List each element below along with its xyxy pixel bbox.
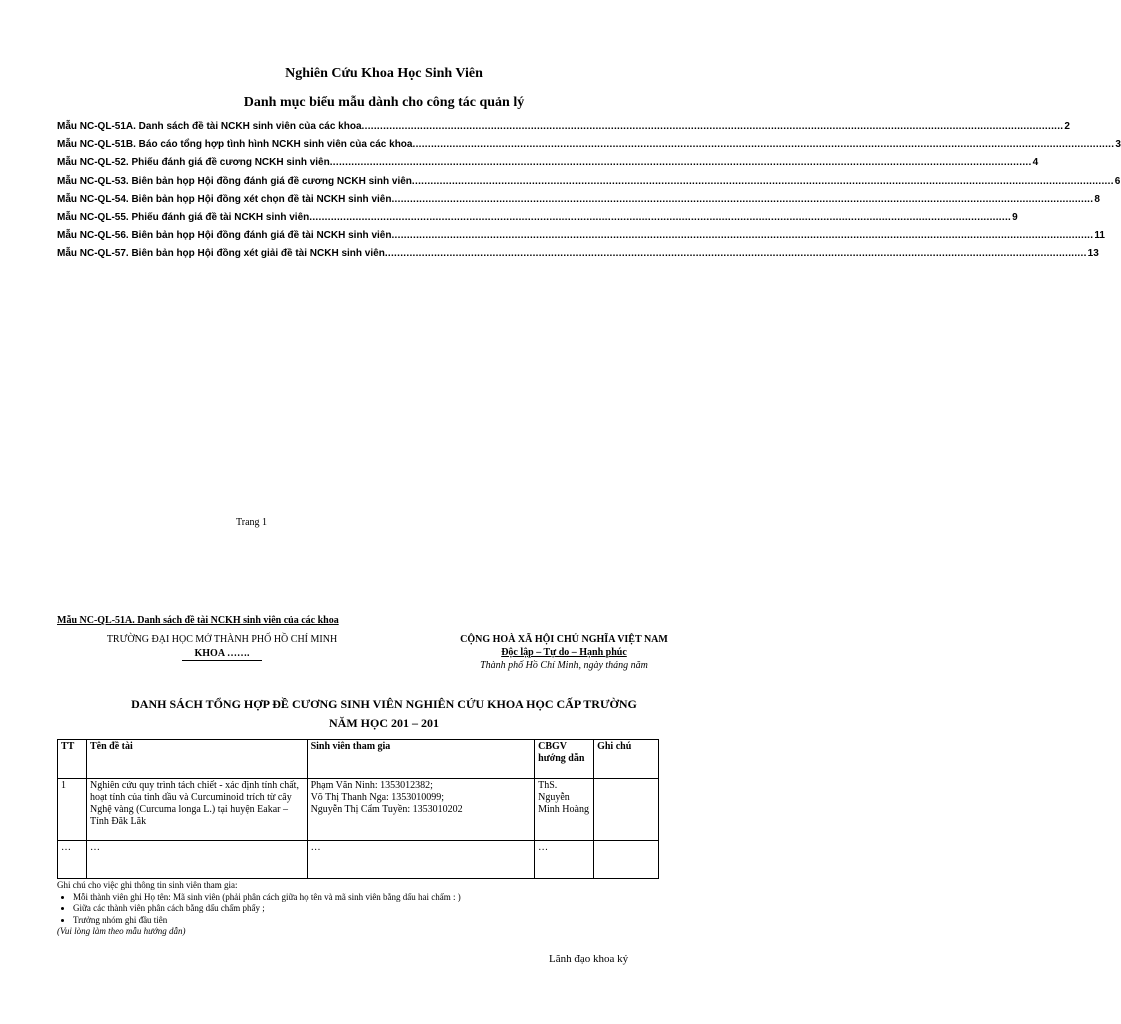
toc-entry-54[interactable]: Mẫu NC-QL-54. Biên bản họp Hội đồng xét chọn đề tài NCKH sinh viên .................................................................................................................................................................................................................................... 8 — [57, 193, 1100, 205]
cell-students — [307, 779, 535, 841]
toc-label: Mẫu NC-QL-57. Biên bản họp Hội đồng xét giải đề tài NCKH sinh viên — [57, 248, 385, 260]
toc-label: Mẫu NC-QL-55. Phiếu đánh giá đề tài NCKH sinh viên — [57, 211, 310, 223]
toc-entry-56[interactable]: Mẫu NC-QL-56. Biên bản họp Hội đồng đánh giá đề tài NCKH sinh viên .................................................................................................................................................................................................................................... 11 — [57, 230, 1105, 242]
notes-list — [57, 892, 461, 927]
toc-label: Mẫu NC-QL-53. Biên bản họp Hội đồng đánh giá đề cương NCKH sinh viên — [57, 175, 412, 187]
signature-label: Lãnh đạo khoa ký — [549, 953, 629, 965]
note-item: • Mỗi thành viên ghi Họ tên: Mã sinh viên (phải phân cách giữa họ tên và mã sinh viên bằng dấu hai chấm : ) — [73, 892, 461, 904]
header-students: Sinh viên tham gia — [307, 740, 535, 779]
topics-table — [57, 739, 659, 879]
student-entry: Phạm Văn Ninh: 1353012382; — [310, 780, 433, 791]
cell-tt: … — [58, 841, 87, 879]
toc-entry-55[interactable]: Mẫu NC-QL-55. Phiếu đánh giá đề tài NCKH sinh viên .................................................................................................................................................................................................................................... 9 — [57, 211, 1018, 223]
toc-entry-51a[interactable]: Mẫu NC-QL-51A. Danh sách đề tài NCKH sinh viên của các khoa .................................................................................................................................................................................................................................... 2 — [57, 121, 1070, 132]
toc-page: 13 — [1087, 248, 1099, 260]
cell-tt: 1 — [58, 779, 87, 841]
school-header — [57, 633, 387, 661]
toc-label: Mẫu NC-QL-51B. Báo cáo tổng hợp tình hình NCKH sinh viên của các khoa — [57, 139, 413, 151]
nation-name: CỘNG HOÀ XÃ HỘI CHỦ NGHĨA VIỆT NAM — [460, 634, 668, 645]
toc-page: 4 — [1032, 157, 1039, 169]
toc-entry-57[interactable]: Mẫu NC-QL-57. Biên bản họp Hội đồng xét giải đề tài NCKH sinh viên .................................................................................................................................................................................................................................... 13 — [57, 248, 1099, 260]
school-name: TRƯỜNG ĐẠI HỌC MỞ THÀNH PHỐ HỒ CHÍ MINH — [106, 634, 338, 645]
nation-header — [418, 633, 710, 672]
place-date: Thành phố Hồ Chí Minh, ngày tháng năm — [480, 660, 648, 671]
cell-advisor: ThS. Nguyễn Minh Hoàng — [535, 779, 594, 841]
table-row — [58, 779, 659, 841]
toc-page: 8 — [1094, 193, 1100, 205]
student-entry: Nguyễn Thị Cẩm Tuyền: 1353010202 — [310, 804, 463, 815]
cell-topic: … — [86, 841, 307, 879]
header-topic: Tên đề tài — [86, 740, 307, 779]
header-note: Ghi chú — [594, 740, 659, 779]
toc-label: Mẫu NC-QL-56. Biên bản họp Hội đồng đánh giá đề tài NCKH sinh viên — [57, 230, 392, 242]
cell-note — [594, 841, 659, 879]
toc-entry-52[interactable]: Mẫu NC-QL-52. Phiếu đánh giá đề cương NCKH sinh viên .................................................................................................................................................................................................................................... 4 — [57, 157, 1039, 169]
toc-entry-53[interactable]: Mẫu NC-QL-53. Biên bản họp Hội đồng đánh giá đề cương NCKH sinh viên .................................................................................................................................................................................................................................... 6 — [57, 175, 1121, 187]
document-title: Nghiên Cứu Khoa Học Sinh Viên — [285, 66, 483, 81]
page-number: Trang 1 — [236, 517, 268, 528]
table-header-row — [58, 740, 659, 779]
toc-label: Mẫu NC-QL-52. Phiếu đánh giá đề cương NCKH sinh viên — [57, 157, 330, 169]
toc-page: 3 — [1115, 139, 1121, 151]
toc-page: 2 — [1064, 121, 1070, 132]
toc-page: 11 — [1094, 230, 1105, 242]
cell-note — [594, 779, 659, 841]
toc-entry-51b[interactable]: Mẫu NC-QL-51B. Báo cáo tổng hợp tình hình NCKH sinh viên của các khoa .................................................................................................................................................................................................................................... 3 — [57, 139, 1121, 151]
notes-section — [57, 880, 461, 938]
toc-page: 9 — [1012, 211, 1018, 223]
toc-page: 6 — [1114, 175, 1121, 187]
note-item: • Trưởng nhóm ghi đầu tiên — [73, 915, 461, 927]
header-tt: TT — [58, 740, 87, 779]
school-year-heading: NĂM HỌC 201 – 201 — [329, 716, 439, 730]
form-code-title: Mẫu NC-QL-51A. Danh sách đề tài NCKH sinh viên của các khoa — [57, 615, 339, 626]
student-entry: Võ Thị Thanh Nga: 1353010099; — [310, 792, 445, 803]
header-advisor: CBGV hướng dẫn — [535, 740, 594, 779]
notes-hint: (Vui lòng làm theo mẫu hướng dẫn) — [57, 926, 186, 936]
document-subtitle: Danh mục biểu mẫu dành cho công tác quản lý — [243, 95, 525, 110]
cell-students — [307, 841, 535, 879]
national-motto: Độc lập – Tự do – Hạnh phúc — [501, 647, 627, 658]
student-entry: … — [310, 842, 321, 853]
list-heading: DANH SÁCH TỔNG HỢP ĐỀ CƯƠNG SINH VIÊN NGHIÊN CỨU KHOA HỌC CẤP TRƯỜNG — [131, 697, 637, 711]
notes-intro: Ghi chú cho việc ghi thông tin sinh viên tham gia: — [57, 880, 238, 890]
note-item: • Giữa các thành viên phân cách bằng dấu chấm phẩy ; — [73, 903, 461, 915]
table-of-contents — [57, 121, 1121, 267]
cell-advisor: … — [535, 841, 594, 879]
cell-topic: Nghiên cứu quy trình tách chiết - xác định tính chất, hoạt tính của tinh dầu và Curcuminoid trích từ cây Nghệ vàng (Curcuma longa L.) tại huyện Eakar – Tỉnh Đăk Lăk — [86, 779, 307, 841]
table-row — [58, 841, 659, 879]
toc-label: Mẫu NC-QL-51A. Danh sách đề tài NCKH sinh viên của các khoa — [57, 121, 362, 132]
toc-label: Mẫu NC-QL-54. Biên bản họp Hội đồng xét chọn đề tài NCKH sinh viên — [57, 193, 392, 205]
faculty-name: KHOA ……. — [182, 647, 261, 661]
